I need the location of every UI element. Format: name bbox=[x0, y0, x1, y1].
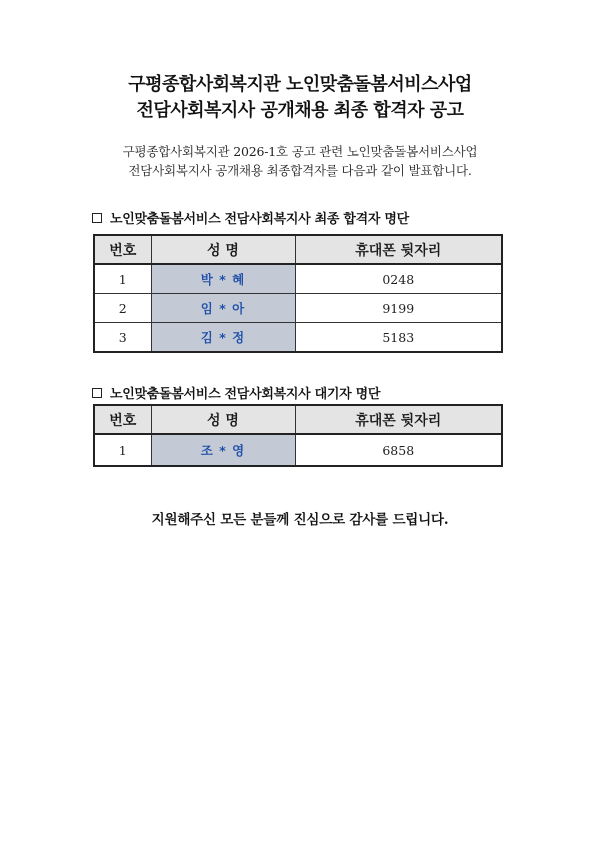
column-header-no: 번호 bbox=[94, 235, 151, 264]
row-name: 김 * 정 bbox=[151, 323, 295, 353]
row-phone-suffix: 9199 bbox=[295, 294, 502, 323]
row-name: 임 * 아 bbox=[151, 294, 295, 323]
closing-message: 지원해주신 모든 분들께 진심으로 감사를 드립니다. bbox=[151, 512, 449, 528]
finalists-heading-text: 노인맞춤돌봄서비스 전담사회복지사 최종 합격자 명단 bbox=[110, 212, 409, 227]
column-header-phone: 휴대폰 뒷자리 bbox=[295, 235, 502, 264]
row-name: 박 * 혜 bbox=[151, 264, 295, 294]
table-row bbox=[94, 294, 502, 323]
waitlist-heading-text: 노인맞춤돌봄서비스 전담사회복지사 대기자 명단 bbox=[110, 387, 381, 402]
row-phone-suffix: 0248 bbox=[295, 264, 502, 294]
waitlist-table bbox=[93, 404, 503, 467]
table-header-row bbox=[94, 235, 502, 264]
finalists-table bbox=[93, 234, 503, 353]
column-header-name: 성 명 bbox=[151, 405, 295, 434]
table-row bbox=[94, 434, 502, 466]
checkbox-icon bbox=[92, 213, 102, 223]
checkbox-icon bbox=[92, 388, 102, 398]
row-number: 2 bbox=[94, 294, 151, 323]
intro-line1: 구평종합사회복지관 2026-1호 공고 관련 노인맞춤돌봄서비스사업 bbox=[122, 144, 478, 159]
column-header-name: 성 명 bbox=[151, 235, 295, 264]
waitlist-heading bbox=[92, 383, 380, 402]
row-number: 1 bbox=[94, 434, 151, 466]
table-header-row bbox=[94, 405, 502, 434]
row-number: 1 bbox=[94, 264, 151, 294]
finalists-heading bbox=[92, 208, 409, 227]
intro-line2: 전담사회복지사 공개채용 최종합격자를 다음과 같이 발표합니다. bbox=[128, 163, 472, 178]
row-phone-suffix: 6858 bbox=[295, 434, 502, 466]
row-name: 조 * 영 bbox=[151, 434, 295, 466]
column-header-phone: 휴대폰 뒷자리 bbox=[295, 405, 502, 434]
row-number: 3 bbox=[94, 323, 151, 353]
page-title-line2: 전담사회복지사 공개채용 최종 합격자 공고 bbox=[136, 100, 464, 121]
page-title-line1: 구평종합사회복지관 노인맞춤돌봄서비스사업 bbox=[128, 74, 472, 95]
row-phone-suffix: 5183 bbox=[295, 323, 502, 353]
column-header-no: 번호 bbox=[94, 405, 151, 434]
table-row bbox=[94, 264, 502, 294]
table-row bbox=[94, 323, 502, 353]
